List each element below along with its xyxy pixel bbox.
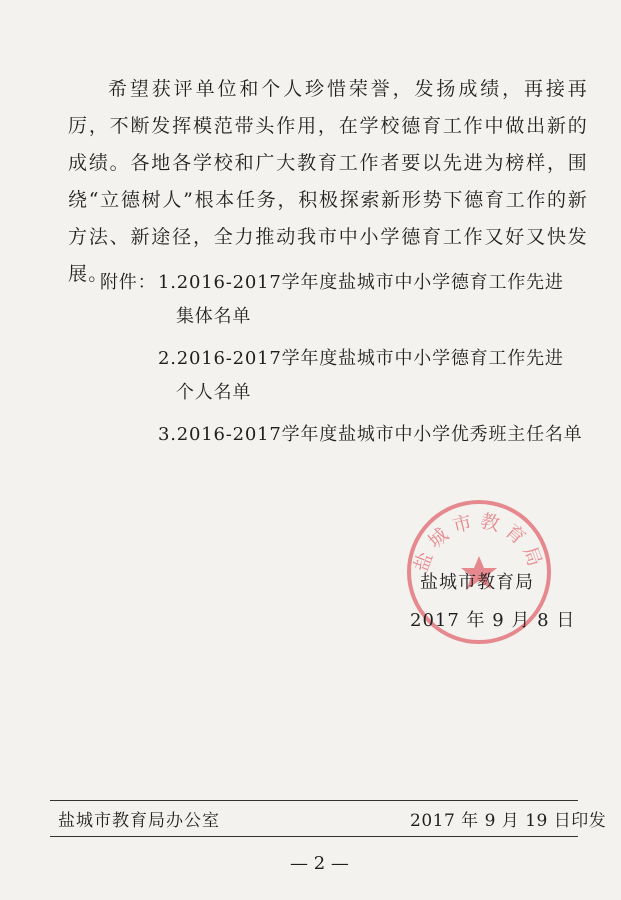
attachments-label: 附件： — [100, 272, 157, 293]
attachment-item-3 — [158, 420, 582, 446]
footer-divider-top — [50, 800, 578, 801]
attachment-item-1 — [158, 268, 564, 328]
attachment-title-line1: 2016-2017学年度盐城市中小学德育工作先进 — [176, 272, 564, 293]
page-number: — 2 — — [290, 853, 349, 874]
attachment-item-2 — [158, 344, 564, 404]
seal-text: 盐城市教育局 — [410, 510, 548, 575]
attachment-title-line2: 集体名单 — [176, 306, 252, 327]
attachment-title-line2: 个人名单 — [176, 382, 252, 403]
footer-divider-bottom — [50, 836, 578, 837]
attachment-number: 1. — [158, 272, 177, 293]
issue-date: 2017 年 9 月 8 日 — [410, 610, 576, 631]
attachment-number: 2. — [158, 348, 177, 369]
attachment-title-line1: 2016-2017学年度盐城市中小学优秀班主任名单 — [176, 424, 583, 445]
attachment-title-line1: 2016-2017学年度盐城市中小学德育工作先进 — [176, 348, 564, 369]
body-paragraph: 希望获评单位和个人珍惜荣誉，发扬成绩，再接再厉，不断发挥模范带头作用，在学校德育工作中做出新的成绩。各地各学校和广大教育工作者要以先进为榜样，围绕“立德树人”根本任务，积极探索新形势下德育工作的新方法、新途径，全力推动我市中小学德育工作又好又快发展。 — [68, 78, 588, 285]
issuer-name: 盐城市教育局 — [420, 572, 534, 593]
attachment-number: 3. — [158, 424, 177, 445]
printed-date: 2017 年 9 月 19 日印发 — [410, 811, 607, 831]
issuing-office: 盐城市教育局办公室 — [58, 811, 220, 831]
